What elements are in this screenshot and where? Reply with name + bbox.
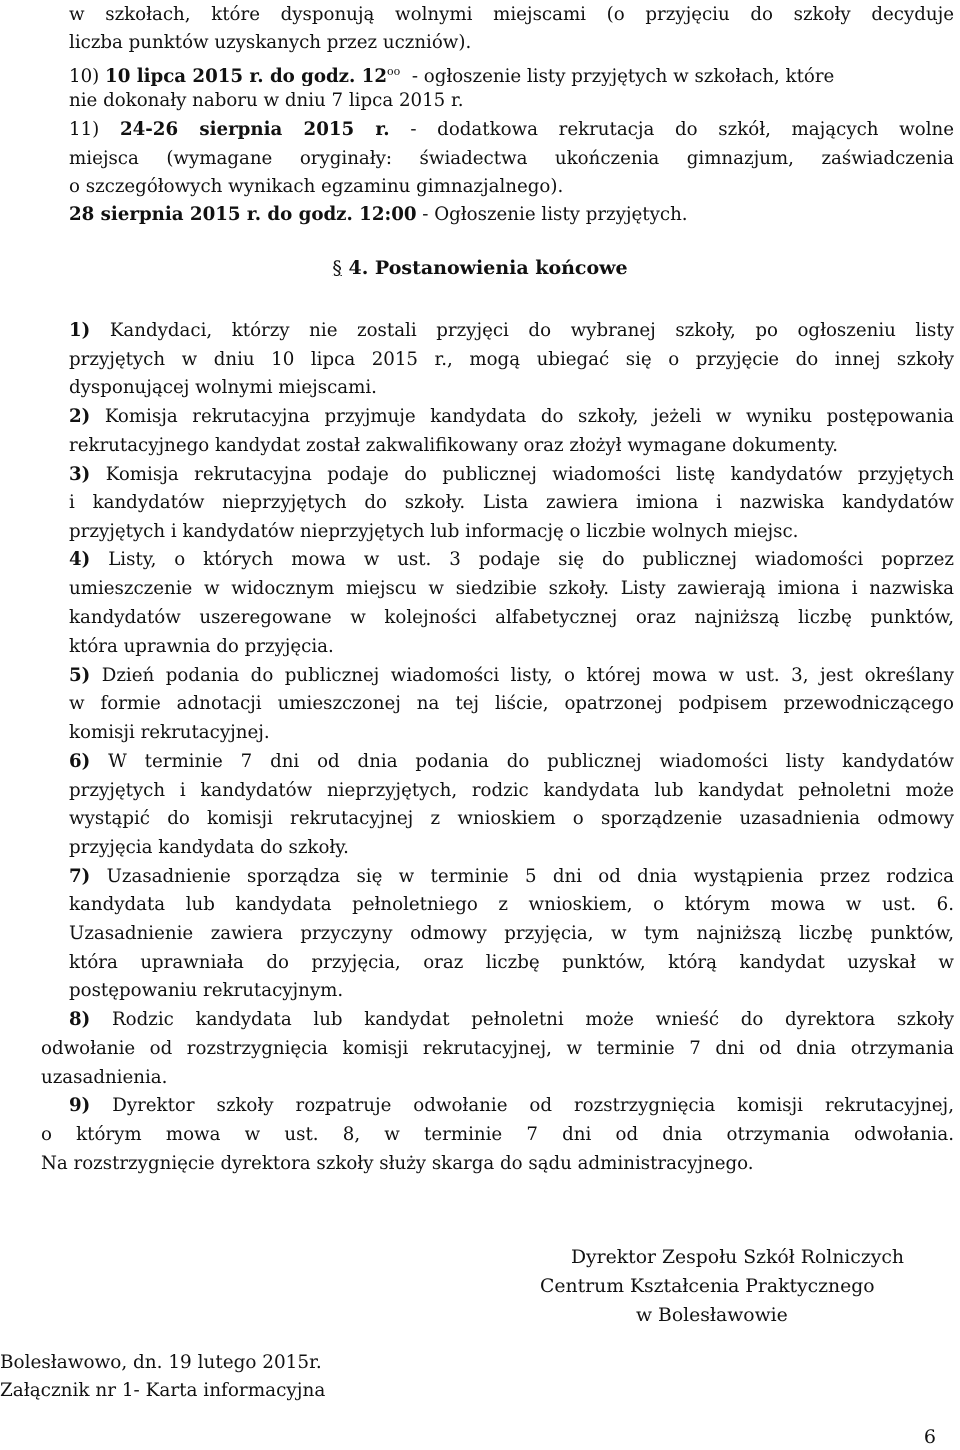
paragraph-8-line: 8) Rodzic kandydata lub kandydat pełnoletni może wnieść do dyrektora szkoły	[69, 1009, 954, 1030]
paragraph-6-line: wystąpić do komisji rekrutacyjnej z wnioskiem o sporządzenie uzasadnienia odmowy	[69, 808, 954, 829]
paragraph-symbol: §	[332, 257, 342, 279]
paragraph-4-line: umieszczenie w widocznym miejscu w siedzibie szkoły. Listy zawierają imiona i nazwiska	[69, 578, 954, 599]
date-bold: 28 sierpnia 2015 r. do godz. 12:00	[69, 204, 417, 225]
text-line: miejsca (wymagane oryginały: świadectwa ukończenia gimnazjum, zaświadczenia	[69, 148, 954, 169]
attachment-note: Załącznik nr 1- Karta informacyjna	[0, 1380, 326, 1401]
signature-line: Dyrektor Zespołu Szkół Rolniczych	[571, 1247, 904, 1268]
paragraph-5-line: 5) Dzień podania do publicznej wiadomości listy, o której mowa w ust. 3, jest określany	[69, 665, 954, 686]
paragraph-3-line: 3) Komisja rekrutacyjna podaje do publicznej wiadomości listę kandydatów przyjętych	[69, 464, 954, 485]
date-bold: 24-26 sierpnia 2015 r.	[119, 119, 390, 140]
page-number: 6	[923, 1426, 936, 1448]
paragraph-7-line: 7) Uzasadnienie sporządza się w terminie 5 dni od dnia wystąpienia przez rodzica	[69, 866, 954, 887]
paragraph-4-line: która uprawnia do przyjęcia.	[69, 636, 334, 657]
paragraph-9-line: o którym mowa w ust. 8, w terminie 7 dni od dnia otrzymania odwołania.	[41, 1124, 954, 1145]
paragraph-1-line: przyjętych w dniu 10 lipca 2015 r., mogą ubiegać się o przyjęcie do innej szkoły	[69, 349, 954, 370]
paragraph-8-line: odwołanie od rozstrzygnięcia komisji rekrutacyjnej, w terminie 7 dni od dnia otrzymania	[41, 1038, 954, 1059]
paragraph-3-line: przyjętych i kandydatów nieprzyjętych lub informację o liczbie wolnych miejsc.	[69, 521, 799, 542]
signature-line: Centrum Kształcenia Praktycznego	[540, 1276, 875, 1297]
schedule-item-11	[69, 115, 954, 144]
item-number: 11)	[69, 119, 100, 140]
item-text: - dodatkowa rekrutacja do szkół, mających wolne	[410, 119, 954, 140]
paragraph-2-line: 2) Komisja rekrutacyjna przyjmuje kandydata do szkoły, jeżeli w wyniku postępowania	[69, 406, 954, 427]
paragraph-7-line: kandydata lub kandydata pełnoletniego z wnioskiem, o którym mowa w ust. 6.	[69, 894, 954, 915]
paragraph-4-line: 4) Listy, o których mowa w ust. 3 podaje się do publicznej wiadomości poprzez	[69, 549, 954, 570]
item-number: 10)	[69, 66, 100, 86]
paragraph-5-line: w formie adnotacji umieszczonej na tej liście, opatrzonej podpisem przewodniczącego	[69, 693, 954, 714]
section-heading	[0, 254, 960, 283]
place-date: Bolesławowo, dn. 19 lutego 2015r.	[0, 1352, 322, 1373]
paragraph-7-line: która uprawniała do przyjęcia, oraz liczbę punktów, którą kandydat uzyskał w	[69, 952, 954, 973]
text-line: o szczegółowych wynikach egzaminu gimnazjalnego).	[69, 176, 564, 197]
schedule-item-announcement	[69, 200, 954, 229]
text-line: liczba punktów uzyskanych przez uczniów).	[69, 32, 472, 53]
paragraph-6-line: przyjęcia kandydata do szkoły.	[69, 837, 349, 858]
text-line: w szkołach, które dysponują wolnymi miejscami (o przyjęciu do szkoły decyduje	[69, 4, 954, 25]
item-text: - Ogłoszenie listy przyjętych.	[416, 204, 688, 225]
schedule-item-10: 10) 10 lipca 2015 r. do godz. $12^{oo}$ - ogłoszenie listy przyjętych w szkołach, które	[69, 65, 835, 86]
paragraph-6-line: 6) W terminie 7 dni od dnia podania do publicznej wiadomości listy kandydatów	[69, 751, 954, 772]
paragraph-2-line: rekrutacyjnego kandydat został zakwalifikowany oraz złożył wymagane dokumenty.	[69, 435, 839, 456]
paragraph-7-line: Uzasadnienie zawiera przyczyny odmowy przyjęcia, w tym najniższą liczbę punktów,	[69, 923, 954, 944]
signature-line: w Bolesławowie	[636, 1305, 788, 1326]
paragraph-9-line: Na rozstrzygnięcie dyrektora szkoły służy skarga do sądu administracyjnego.	[41, 1153, 754, 1174]
section-title: 4. Postanowienia końcowe	[348, 257, 628, 279]
paragraph-4-line: kandydatów uszeregowane w kolejności alfabetycznej oraz najniższą liczbę punktów,	[69, 607, 954, 628]
paragraph-5-line: komisji rekrutacyjnej.	[69, 722, 270, 743]
paragraph-9-line: 9) Dyrektor szkoły rozpatruje odwołanie od rozstrzygnięcia komisji rekrutacyjnej,	[69, 1095, 954, 1116]
paragraph-1-line: 1) Kandydaci, którzy nie zostali przyjęci do wybranej szkoły, po ogłoszeniu listy	[69, 320, 954, 341]
item-text: - ogłoszenie listy przyjętych w szkołach, które	[400, 66, 835, 86]
paragraph-7-line: postępowaniu rekrutacyjnym.	[69, 980, 344, 1001]
paragraph-6-line: przyjętych i kandydatów nieprzyjętych, rodzic kandydata lub kandydat pełnoletni może	[69, 780, 954, 801]
paragraph-8-line: uzasadnienia.	[41, 1067, 168, 1088]
text-line: nie dokonały naboru w dniu 7 lipca 2015 r.	[69, 90, 464, 111]
date-bold: 10 lipca 2015 r. do godz. 12	[105, 66, 387, 86]
paragraph-3-line: i kandydatów nieprzyjętych do szkoły. Lista zawiera imiona i nazwiska kandydatów	[69, 492, 954, 513]
paragraph-1-line: dysponującej wolnymi miejscami.	[69, 377, 377, 398]
